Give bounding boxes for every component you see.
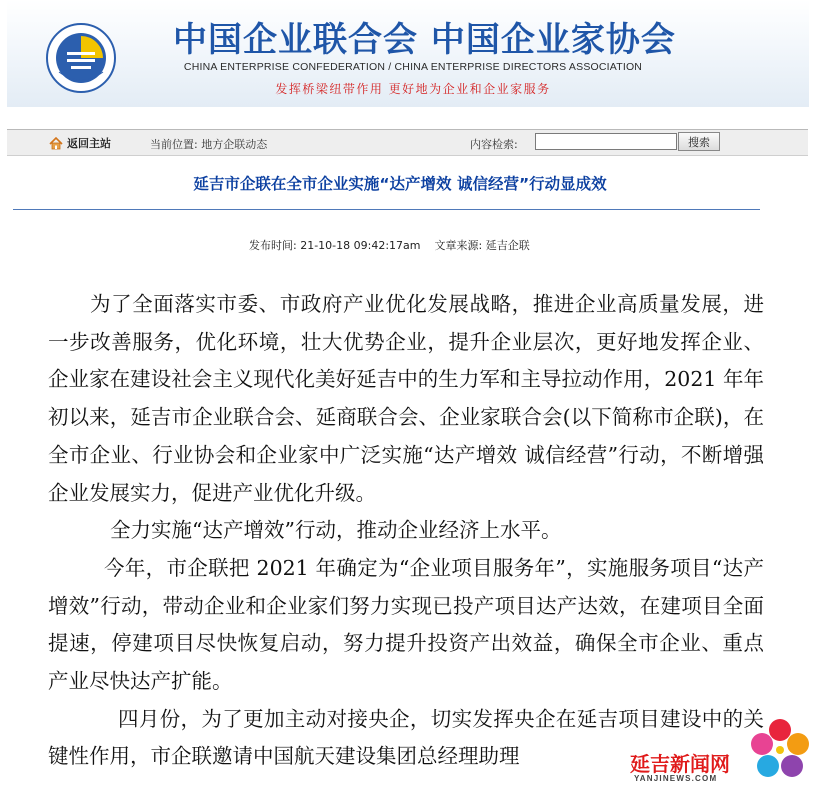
search-label: 内容检索: xyxy=(470,138,518,151)
flower-logo-icon xyxy=(750,716,810,786)
search-input[interactable] xyxy=(535,133,677,150)
watermark-url: YANJINEWS.COM xyxy=(634,774,718,783)
search-button[interactable]: 搜索 xyxy=(678,132,720,151)
header-banner xyxy=(7,0,809,107)
article-paragraph: 为了全面落实市委、市政府产业优化发展战略，推进企业高质量发展，进一步改善服务，优化环境，壮大优势企业，提升企业层次，更好地发挥企业、企业家在建设社会主义现代化美好延吉中的生力军和主导拉动作用，2021 年年初以来，延吉市企业联合会、延商联合会、企业家联合会(以下简称市企联)，在全市企业、行业协会和企业家中广泛实施“达产增效 诚信经营”行动，不断增强企业发展实力，促进产业优化升级。 xyxy=(48,292,764,505)
yanji-news-watermark xyxy=(630,716,810,790)
nav-bar xyxy=(7,129,808,156)
article-paragraph: 四月份，为了更加主动对接央企，切实发挥央企在延吉项目建设中的关键性作用，市企联邀请中国航天建设集团总经理助理 xyxy=(48,706,764,769)
article-title: 延吉市企联在全市企业实施“达产增效 诚信经营”行动显成效 xyxy=(193,175,607,193)
article-meta xyxy=(249,237,530,253)
watermark-text: 延吉新闻网 xyxy=(630,752,730,776)
article-body xyxy=(48,286,764,776)
article-paragraph: 全力实施“达产增效”行动，推动企业经济上水平。 xyxy=(110,518,562,543)
publish-time: 发布时间: 21-10-18 09:42:17am xyxy=(249,239,421,252)
site-title-en: CHINA ENTERPRISE CONFEDERATION / CHINA ENTERPRISE DIRECTORS ASSOCIATION xyxy=(183,61,643,73)
breadcrumb: 当前位置: 地方企联动态 xyxy=(150,138,268,151)
article-paragraph: 今年，市企联把 2021 年确定为“企业项目服务年”，实施服务项目“达产增效”行动，带动企业和企业家们努力实现已投产项目达产达效，在建项目全面提速，停建项目尽快恢复启动，努力提升投资产出效益，确保全市企业、重点产业尽快达产扩能。 xyxy=(48,555,764,694)
home-icon xyxy=(49,137,63,150)
article-source: 文章来源: 延吉企联 xyxy=(434,239,530,252)
site-title-cn: 中国企业联合会 中国企业家协会 xyxy=(173,20,676,60)
site-slogan: 发挥桥梁纽带作用 更好地为企业和企业家服务 xyxy=(275,82,551,96)
return-home-link[interactable] xyxy=(49,135,111,151)
cec-ceda-logo xyxy=(45,22,117,94)
return-home-label: 返回主站 xyxy=(67,137,111,150)
title-divider xyxy=(13,209,760,210)
